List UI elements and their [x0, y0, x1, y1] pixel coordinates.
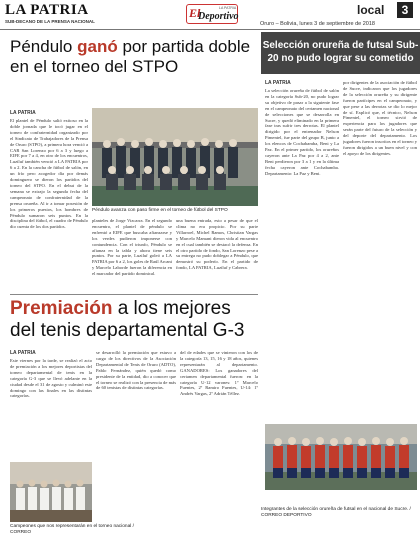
article2-photo-caption: Campeones que nos representarán en el torneo nacional / CORREO [10, 524, 135, 535]
headline-highlight: Premiación [10, 298, 113, 319]
sports-supplement-badge [186, 4, 238, 24]
sidebar-column-2: por dirigentes de la asociación de fútbol de Sucre, indicaron que los jugadores de la selección orureña y su dirigente fueron partícipes en el campeonato, y que pese a las derrotas se dio lo mejor de sí. Explicó que, el técnico, Nelson Pimentel, el torneo sirvió de experiencia para los jugadores que serán parte del futuro de la selección y del deporte del departamento. Los jugadores fueron inscritos en el torneo y fueron dirigidos a un buen nivel y con el apoyo de los dirigentes. [343, 80, 417, 156]
article-divider [10, 294, 258, 295]
headline-part: Péndulo [10, 37, 78, 56]
article2-column-3: del de edades que se vinieron con los de la categoría 13, 15, 16 y 18 años, quienes representarán al departamento. GANADORES: Los ganadores del certamen departamental fueron: en la categoría U-12 varones: 1º Marcelo Fuentes, 2º Ramiro Fuentes, U-14: 1º Andrés Vargas, 2º Adrián Téllez. [180, 350, 258, 397]
issue-date: Oruro – Bolivia, lunes 3 de septiembre de 2018 [260, 21, 375, 27]
article1-headline [10, 37, 258, 77]
article1-column-2: planteles de Jorge Vizcarra. En el segundo encuentro, el plantel de péndulo se enfrentó a EIFE que buscaba afianzarse y los verdes pudieron imponerse con contundencia. Con el triunfo, Péndulo se afianza en la tabla y ahora tiene seis puntos. Por su parte, Luziluf goleó a LA PATRIA por 6 a 2, los goles de Raúl Arcani y Marcelo Laborde fueron la diferencia en el marcador del partido dominical. [92, 218, 172, 277]
headline-highlight: ganó [77, 37, 118, 56]
article2-headline [10, 298, 260, 342]
article2-column-2: se desarrolló la premiación que estuvo a cargo de los directivos de la Asociación Departamental de Tenis de Oruro (ADTO), Pablo Fernández, quién quedó como presidente de la entidad, dio a conocer que el torneo se realizó con la presencia de más de 60 tenistas de distintas categorías. [96, 350, 176, 391]
sidebar-column-1: La selección orureña de fútbol de salón en la categoría Sub-20, no pudo lograr su objetivo de pasar a la siguiente fase en el campeonato del certamen nacional de selecciones que se desarrolla en Sucre, y quedó eliminado en la primera fase tras sufrir tres derrotas. El plantel dirigido por el entrenador Nelson Pimentel, fue parte del grupo B, junto a los elencos de Cochabamba, Beni y La Paz. En el primer partido, los orureños cayeron ante La Paz por 4 a 2, ante Beni perdieron por 3 a 1 y en la última fecha cayeron ante Cochabamba. Departamento: La Paz y Beni. [265, 88, 339, 176]
sidebar-article [261, 32, 420, 500]
newspaper-logo: LA PATRIA [5, 2, 89, 18]
badge-deportivo: Deportivo [198, 11, 239, 22]
sidebar-headline: Selección orureña de futsal Sub-20 no pudo lograr su cometido [261, 32, 420, 74]
sidebar-photo [265, 424, 417, 490]
badge-lapatria: LA PATRIA [219, 6, 237, 10]
article1-photo [92, 108, 258, 206]
badge-el: El [189, 6, 201, 20]
article1-byline: LA PATRIA [10, 110, 36, 116]
newspaper-tagline: SUB-DECANO DE LA PRENSA NACIONAL [5, 19, 95, 24]
article1-column-3: una buena entrada, esto a pesar de que el clima no era propicio. Por su parte Villarroel, Michel Ramos, Christian Vargas y Marcelo Mamani dieron vida al encuentro en el cual también se destacó la defensa. En el otro partido de fondo, San Lorenzo pese a su entrega no pudo doblegar a Péndulo, que demostró su poderío. En el partido de fondo, LA PATRIA, Luziluf y Cabrera. [176, 218, 258, 271]
article2-photo [10, 462, 92, 522]
sidebar-photo-caption: Integrantes de la selección orureña de futsal en el nacional de Sucre. / CORREO DEPORTIVO [261, 507, 411, 518]
article2-column-1: Este viernes por la tarde, se realizó el acto de premiación a los mejores deportistas del torneo departamental de tenis en la categoría G-3 que se llevó adelante en la ciudad desde el 31 de agosto y culminó este domingo con las finales en las distintas categorías. [10, 358, 92, 399]
headline-part: por partida doble en el torneo del STPO [10, 37, 251, 76]
page-header [0, 0, 420, 30]
article2-byline: LA PATRIA [10, 350, 36, 356]
section-label: local [357, 3, 385, 17]
page-number: 3 [397, 2, 413, 18]
sidebar-byline: LA PATRIA [265, 80, 291, 86]
headline-part: a los mejores del tenis departamental G-3 [10, 298, 245, 341]
article1-column-1: El plantel de Péndulo salió exitoso en la doble jornada que le tocó jugar en el torneo de confraternidad organizado por el Sindicato de Trabajadores de la Prensa de Oruro (STPO), a primera hora venció a CAR San Lorenzo por 6 a 3 y luego a EIFE por 7 a 4, en otro de los encuentros, Luziluf también venció a LA PATRIA por 6 a 2. En la cancha de fútbol de salón, en un frío pero acogedor día por demás dominguero se dieron los partidos del torneo del STPO. En el debut de la semana se extrajo la segunda fecha del campeonato de confraternidad de la prensa orureña. Al ir a tomar posesión de los primeros puestos, los hombres de Péndulo sumaron seis puntos. En la disciplina del fútbol, el cuadro de Péndulo dio cuenta de los dos partidos. [10, 118, 88, 230]
article1-photo-caption: Péndulo avanza con paso firme en el torneo de fútbol del STPO [92, 208, 228, 213]
